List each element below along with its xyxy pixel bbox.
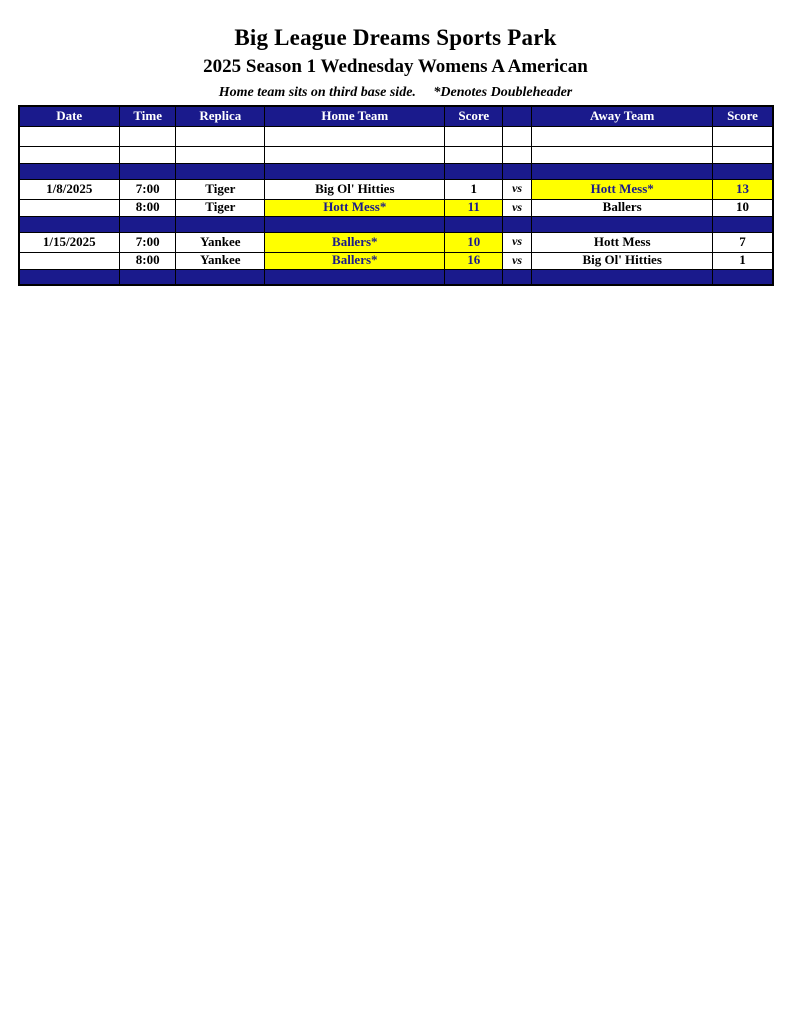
empty-cell bbox=[713, 126, 773, 146]
note-line bbox=[0, 85, 791, 101]
away-team-cell: Hott Mess bbox=[531, 232, 713, 252]
game-time: 7:00 bbox=[119, 179, 175, 199]
empty-cell bbox=[531, 146, 713, 163]
home-score-cell: 16 bbox=[445, 252, 503, 269]
game-row bbox=[19, 199, 773, 216]
empty-cell bbox=[503, 146, 532, 163]
separator-cell bbox=[176, 216, 265, 232]
note-doubleheader: *Denotes Doubleheader bbox=[433, 85, 573, 100]
col-header-away-team: Away Team bbox=[531, 106, 713, 126]
game-date bbox=[19, 252, 120, 269]
separator-cell bbox=[265, 269, 445, 285]
empty-cell bbox=[503, 126, 532, 146]
home-score-cell: 10 bbox=[445, 232, 503, 252]
empty-cell bbox=[119, 146, 175, 163]
game-replica: Tiger bbox=[176, 179, 265, 199]
game-date: 1/15/2025 bbox=[19, 232, 120, 252]
title-block bbox=[0, 25, 791, 101]
home-team-cell: Ballers* bbox=[265, 252, 445, 269]
vs-cell: vs bbox=[503, 199, 532, 216]
schedule-table bbox=[18, 105, 774, 286]
separator-cell bbox=[445, 163, 503, 179]
empty-cell bbox=[445, 146, 503, 163]
separator-cell bbox=[531, 216, 713, 232]
empty-cell bbox=[19, 126, 120, 146]
empty-cell bbox=[265, 146, 445, 163]
vs-cell: vs bbox=[503, 179, 532, 199]
separator-cell bbox=[19, 216, 120, 232]
separator-cell bbox=[19, 163, 120, 179]
col-header-home-score: Score bbox=[445, 106, 503, 126]
game-replica: Yankee bbox=[176, 252, 265, 269]
col-header-vs bbox=[503, 106, 532, 126]
separator-cell bbox=[176, 163, 265, 179]
home-team-cell: Ballers* bbox=[265, 232, 445, 252]
separator-cell bbox=[265, 163, 445, 179]
away-score-cell: 7 bbox=[713, 232, 773, 252]
empty-cell bbox=[445, 126, 503, 146]
vs-cell: vs bbox=[503, 252, 532, 269]
separator-cell bbox=[445, 269, 503, 285]
note-home-team: Home team sits on third base side. bbox=[218, 85, 416, 100]
separator-cell bbox=[119, 216, 175, 232]
game-time: 7:00 bbox=[119, 232, 175, 252]
col-header-away-score: Score bbox=[713, 106, 773, 126]
header-row bbox=[19, 106, 773, 126]
separator-cell bbox=[713, 163, 773, 179]
empty-cell bbox=[265, 126, 445, 146]
separator-cell bbox=[265, 216, 445, 232]
empty-cell bbox=[176, 146, 265, 163]
col-header-date: Date bbox=[19, 106, 120, 126]
separator-cell bbox=[119, 163, 175, 179]
separator-row bbox=[19, 216, 773, 232]
empty-cell bbox=[19, 146, 120, 163]
empty-row bbox=[19, 146, 773, 163]
game-row bbox=[19, 252, 773, 269]
away-team-cell: Ballers bbox=[531, 199, 713, 216]
game-row bbox=[19, 179, 773, 199]
separator-cell bbox=[503, 269, 532, 285]
separator-cell bbox=[119, 269, 175, 285]
game-replica: Yankee bbox=[176, 232, 265, 252]
home-score-cell: 11 bbox=[445, 199, 503, 216]
separator-cell bbox=[445, 216, 503, 232]
separator-cell bbox=[531, 269, 713, 285]
separator-row bbox=[19, 163, 773, 179]
game-time: 8:00 bbox=[119, 199, 175, 216]
game-date bbox=[19, 199, 120, 216]
separator-row bbox=[19, 269, 773, 285]
home-score-cell: 1 bbox=[445, 179, 503, 199]
away-team-cell: Big Ol' Hitties bbox=[531, 252, 713, 269]
game-row bbox=[19, 232, 773, 252]
col-header-time: Time bbox=[119, 106, 175, 126]
away-score-cell: 10 bbox=[713, 199, 773, 216]
separator-cell bbox=[19, 269, 120, 285]
col-header-home-team: Home Team bbox=[265, 106, 445, 126]
separator-cell bbox=[503, 163, 532, 179]
separator-cell bbox=[503, 216, 532, 232]
game-replica: Tiger bbox=[176, 199, 265, 216]
vs-cell: vs bbox=[503, 232, 532, 252]
col-header-replica: Replica bbox=[176, 106, 265, 126]
home-team-cell: Hott Mess* bbox=[265, 199, 445, 216]
game-time: 8:00 bbox=[119, 252, 175, 269]
home-team-cell: Big Ol' Hitties bbox=[265, 179, 445, 199]
game-date: 1/8/2025 bbox=[19, 179, 120, 199]
empty-cell bbox=[713, 146, 773, 163]
empty-row bbox=[19, 126, 773, 146]
empty-cell bbox=[119, 126, 175, 146]
away-score-cell: 13 bbox=[713, 179, 773, 199]
away-score-cell: 1 bbox=[713, 252, 773, 269]
page-title: Big League Dreams Sports Park bbox=[234, 25, 557, 50]
page-subtitle: 2025 Season 1 Wednesday Womens A American bbox=[203, 56, 588, 77]
away-team-cell: Hott Mess* bbox=[531, 179, 713, 199]
separator-cell bbox=[713, 269, 773, 285]
separator-cell bbox=[713, 216, 773, 232]
separator-cell bbox=[531, 163, 713, 179]
empty-cell bbox=[531, 126, 713, 146]
separator-cell bbox=[176, 269, 265, 285]
empty-cell bbox=[176, 126, 265, 146]
